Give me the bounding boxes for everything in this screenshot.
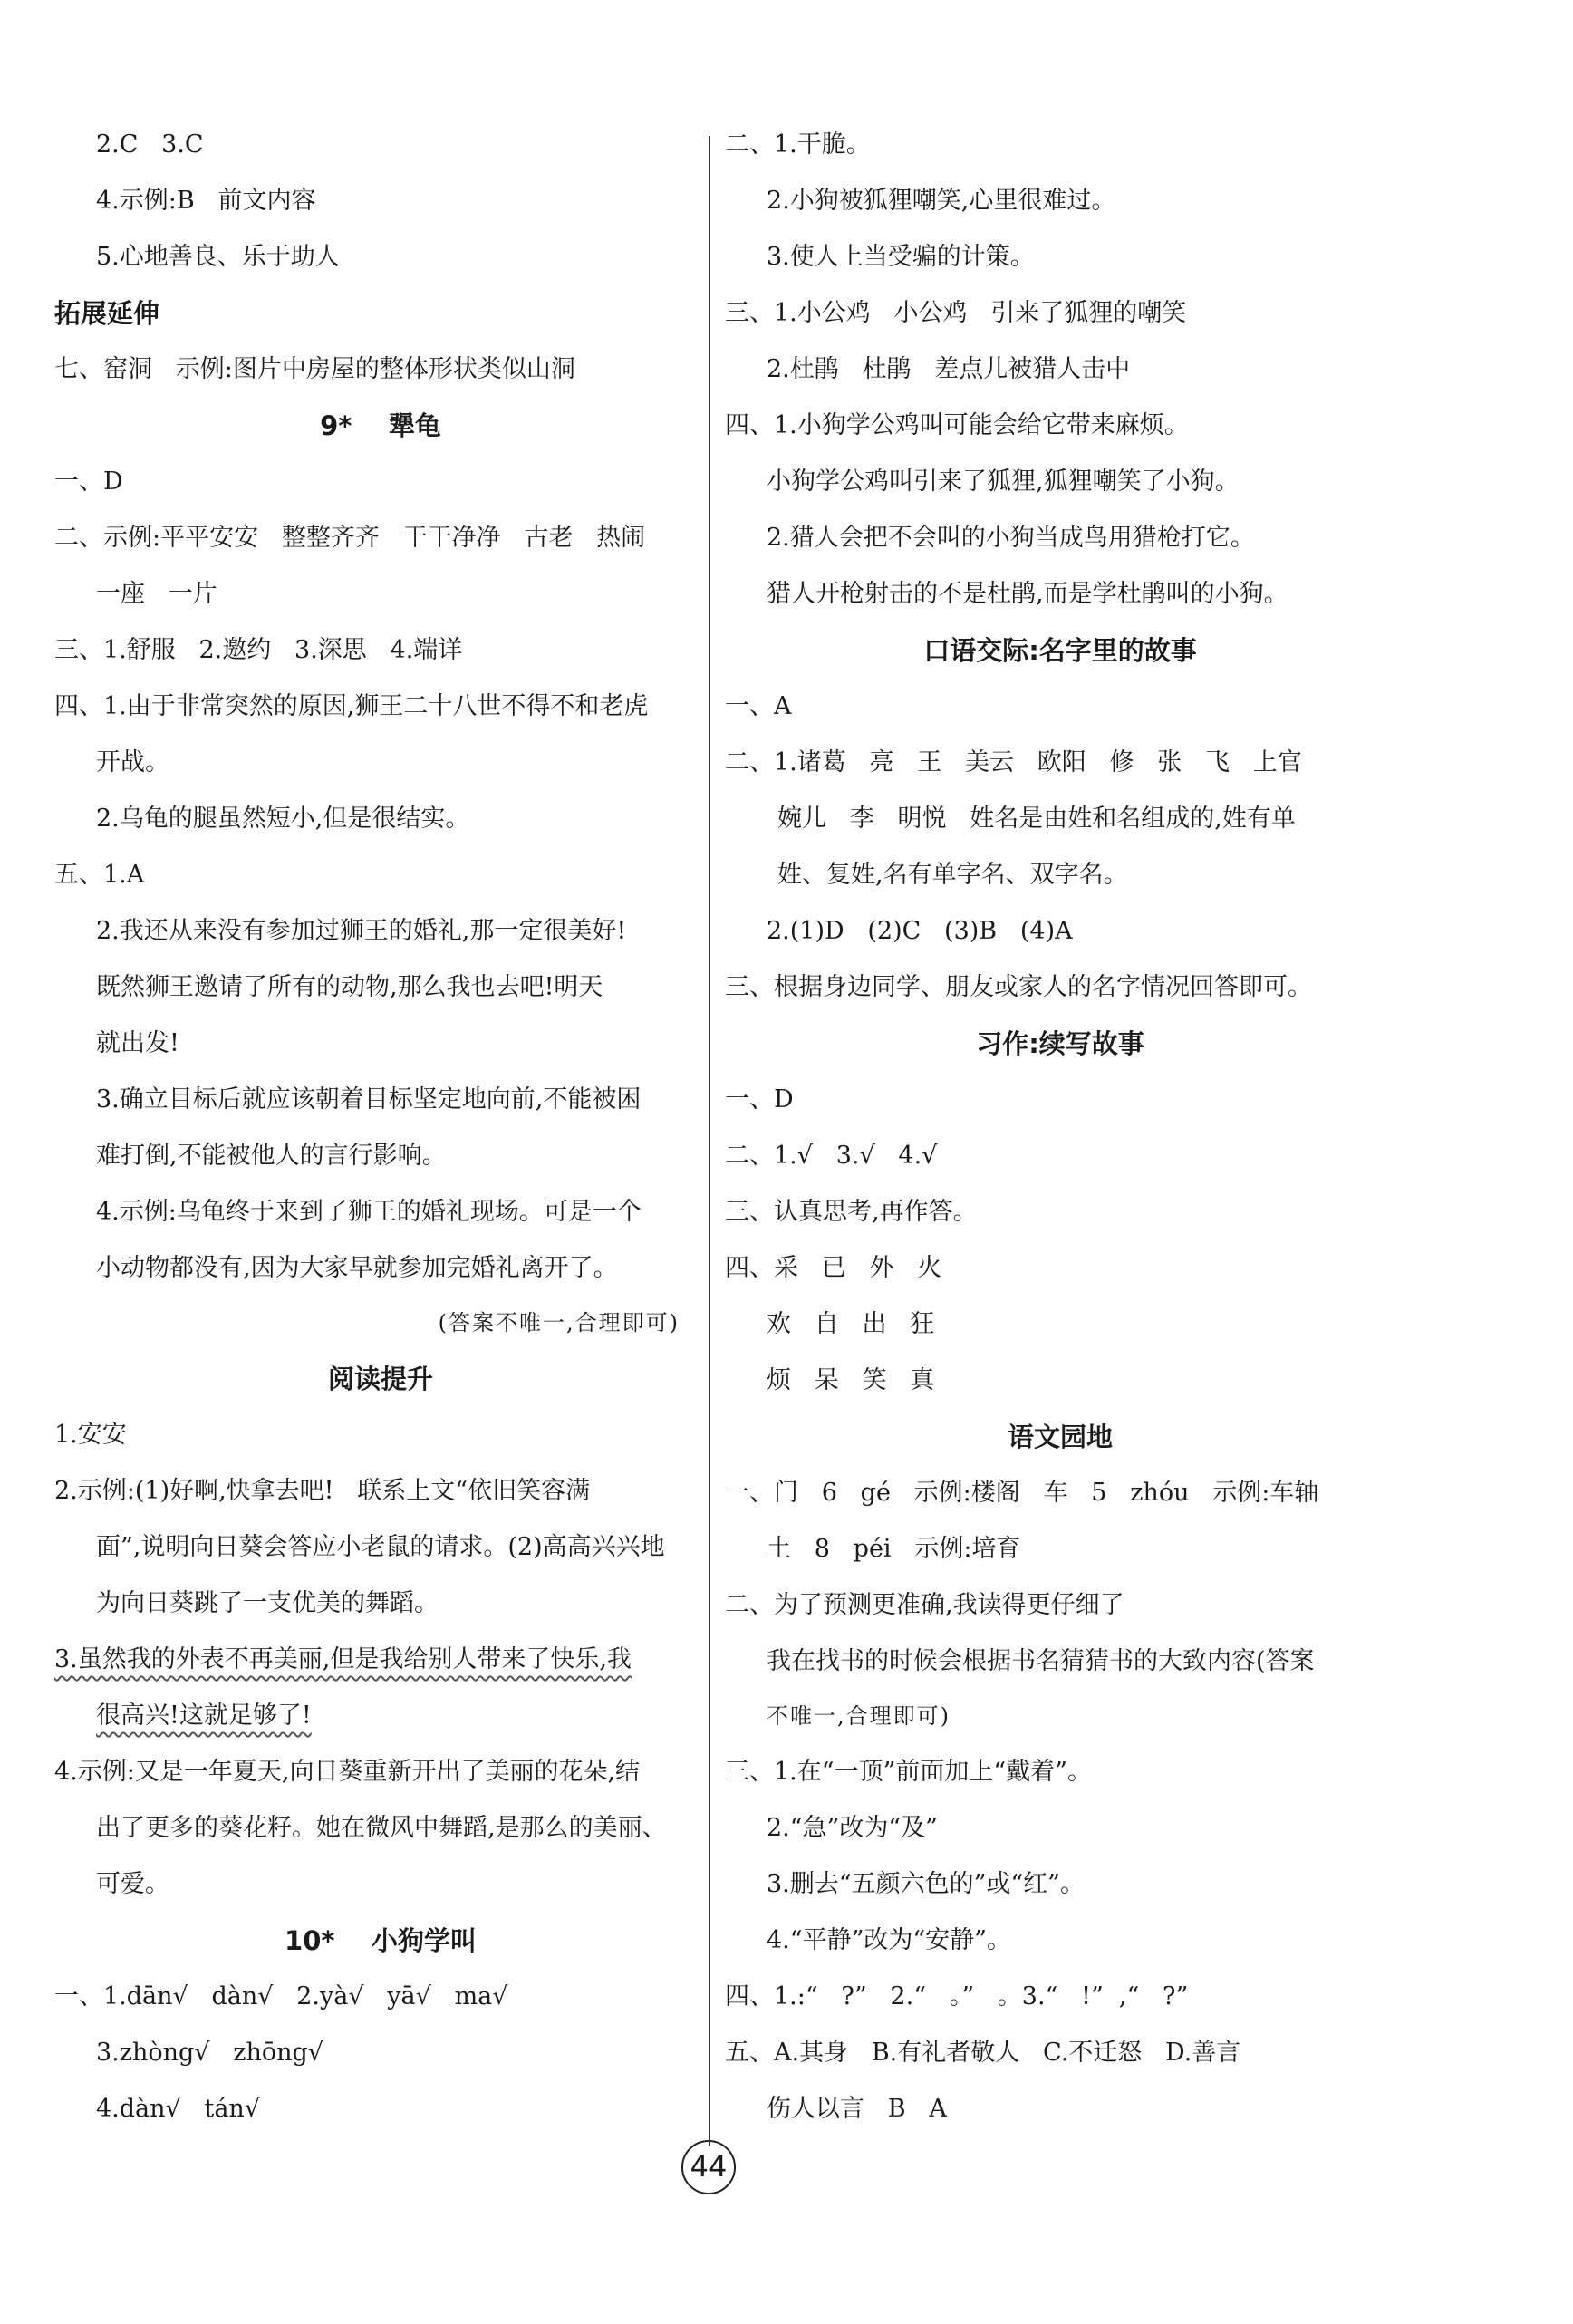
answer-line: 三、1.在“一顶”前面加上“戴着”。 — [725, 1758, 1092, 1786]
answer-line: 3.虽然我的外表不再美丽,但是我给别人带来了快乐,我 — [54, 1645, 632, 1673]
answer-line: 很高兴!这就足够了! — [96, 1702, 312, 1730]
answer-line: 二、示例:平平安安 整整齐齐 干干净净 古老 热闹 — [54, 524, 646, 552]
answer-line: 欢 自 出 狂 — [767, 1310, 935, 1338]
answer-line: 一、D — [54, 468, 123, 496]
answer-line: 烦 呆 笑 真 — [767, 1366, 935, 1394]
answer-line: 4.示例:乌龟终于来到了狮王的婚礼现场。可是一个 — [96, 1198, 642, 1226]
answer-line: 一座 一片 — [96, 580, 217, 608]
answer-line: 二、1.干脆。 — [725, 130, 871, 159]
answer-line: 2.C 3.C — [96, 130, 204, 159]
answer-line: 二、1.√ 3.√ 4.√ — [725, 1142, 938, 1170]
answer-line: 猎人开枪射击的不是杜鹃,而是学杜鹃叫的小狗。 — [767, 580, 1288, 608]
section-heading: 10* 小狗学叫 — [285, 1925, 477, 1956]
answer-line: 5.心地善良、乐于助人 — [96, 243, 340, 271]
answer-line: 姓、复姓,名有单字名、双字名。 — [777, 861, 1128, 889]
answer-line: 二、为了预测更准确,我读得更仔细了 — [725, 1591, 1124, 1619]
answer-line: 小狗学公鸡叫引来了狐狸,狐狸嘲笑了小狗。 — [767, 468, 1240, 496]
answer-line: 小动物都没有,因为大家早就参加完婚礼离开了。 — [96, 1254, 618, 1282]
answer-note: (答案不唯一,合理即可) — [438, 1310, 680, 1336]
answer-line: 一、1.dān√ dàn√ 2.yà√ yā√ ma√ — [54, 1982, 508, 2011]
answer-line: 三、认真思考,再作答。 — [725, 1198, 978, 1226]
answer-line: 2.(1)D (2)C (3)B (4)A — [767, 917, 1073, 945]
answer-line: 1.安安 — [54, 1421, 127, 1449]
section-heading: 阅读提升 — [327, 1364, 433, 1394]
answer-line: 2.小狗被狐狸嘲笑,心里很难过。 — [767, 187, 1116, 215]
answer-line: 土 8 péi 示例:培育 — [767, 1535, 1021, 1563]
answer-line: 四、1.:“ ?” 2.“ 。” 。3.“ !” ,“ ?” — [725, 1982, 1189, 2011]
column-divider — [709, 136, 710, 2146]
answer-line: 一、D — [725, 1085, 794, 1114]
answer-line: 四、采 已 外 火 — [725, 1254, 942, 1282]
answer-line: 二、1.诸葛 亮 王 美云 欧阳 修 张 飞 上官 — [725, 748, 1302, 776]
answer-line: 3.确立目标后就应该朝着目标坚定地向前,不能被困 — [96, 1085, 642, 1114]
section-heading: 9* 犟龟 — [320, 410, 441, 441]
answer-line: 三、根据身边同学、朋友或家人的名字情况回答即可。 — [725, 973, 1312, 1001]
page-number: 44 — [681, 2140, 736, 2194]
answer-line: 三、1.舒服 2.邀约 3.深思 4.端详 — [54, 636, 463, 664]
answer-line: 七、窑洞 示例:图片中房屋的整体形状类似山洞 — [54, 355, 575, 383]
answer-line: 三、1.小公鸡 小公鸡 引来了狐狸的嘲笑 — [725, 299, 1187, 327]
answer-line: 就出发! — [96, 1029, 179, 1057]
section-heading: 习作:续写故事 — [976, 1028, 1144, 1059]
answer-line: 一、A — [725, 692, 792, 720]
answer-line: 五、1.A — [54, 861, 145, 889]
answer-line: 为向日葵跳了一支优美的舞蹈。 — [96, 1589, 439, 1617]
answer-line: 4.示例:又是一年夏天,向日葵重新开出了美丽的花朵,结 — [54, 1758, 641, 1786]
answer-line: 3.删去“五颜六色的”或“红”。 — [767, 1870, 1085, 1898]
answer-note: 不唯一,合理即可) — [767, 1703, 951, 1729]
answer-line: 2.示例:(1)好啊,快拿去吧! 联系上文“依旧笑容满 — [54, 1477, 591, 1505]
answer-line: 3.使人上当受骗的计策。 — [767, 243, 1035, 271]
answer-line: 3.zhòng√ zhōng√ — [96, 2039, 324, 2067]
answer-line: 4.dàn√ tán√ — [96, 2095, 261, 2123]
answer-line: 2.乌龟的腿虽然短小,但是很结实。 — [96, 805, 470, 833]
answer-line: 四、1.小狗学公鸡叫可能会给它带来麻烦。 — [725, 411, 1189, 439]
answer-line: 伤人以言 B A — [767, 2095, 947, 2123]
answer-line: 一、门 6 gé 示例:楼阁 车 5 zhóu 示例:车轴 — [725, 1479, 1319, 1507]
section-heading: 拓展延伸 — [54, 298, 160, 329]
answer-line: 出了更多的葵花籽。她在微风中舞蹈,是那么的美丽、 — [96, 1814, 667, 1842]
answer-line: 可爱。 — [96, 1870, 169, 1898]
answer-line: 2.我还从来没有参加过狮王的婚礼,那一定很美好! — [96, 917, 627, 945]
answer-line: 开战。 — [96, 748, 169, 776]
answer-line: 2.杜鹃 杜鹃 差点儿被猎人击中 — [767, 355, 1131, 383]
answer-line: 4.“平静”改为“安静”。 — [767, 1926, 1011, 1954]
answer-line: 我在找书的时候会根据书名猜猜书的大致内容(答案 — [767, 1647, 1315, 1675]
answer-line: 难打倒,不能被他人的言行影响。 — [96, 1142, 447, 1170]
answer-line: 五、A.其身 B.有礼者敬人 C.不迁怒 D.善言 — [725, 2039, 1241, 2067]
answer-line: 2.“急”改为“及” — [767, 1814, 938, 1842]
answer-line: 面”,说明向日葵会答应小老鼠的请求。(2)高高兴兴地 — [96, 1533, 665, 1561]
answer-line: 婉儿 李 明悦 姓名是由姓和名组成的,姓有单 — [777, 805, 1296, 833]
section-heading: 口语交际:名字里的故事 — [923, 635, 1197, 666]
answer-line: 四、1.由于非常突然的原因,狮王二十八世不得不和老虎 — [54, 692, 649, 720]
answer-line: 既然狮王邀请了所有的动物,那么我也去吧!明天 — [96, 973, 603, 1001]
answer-line: 2.猎人会把不会叫的小狗当成鸟用猎枪打它。 — [767, 524, 1255, 552]
section-heading: 语文园地 — [1007, 1422, 1113, 1452]
answer-line: 4.示例:B 前文内容 — [96, 187, 316, 215]
